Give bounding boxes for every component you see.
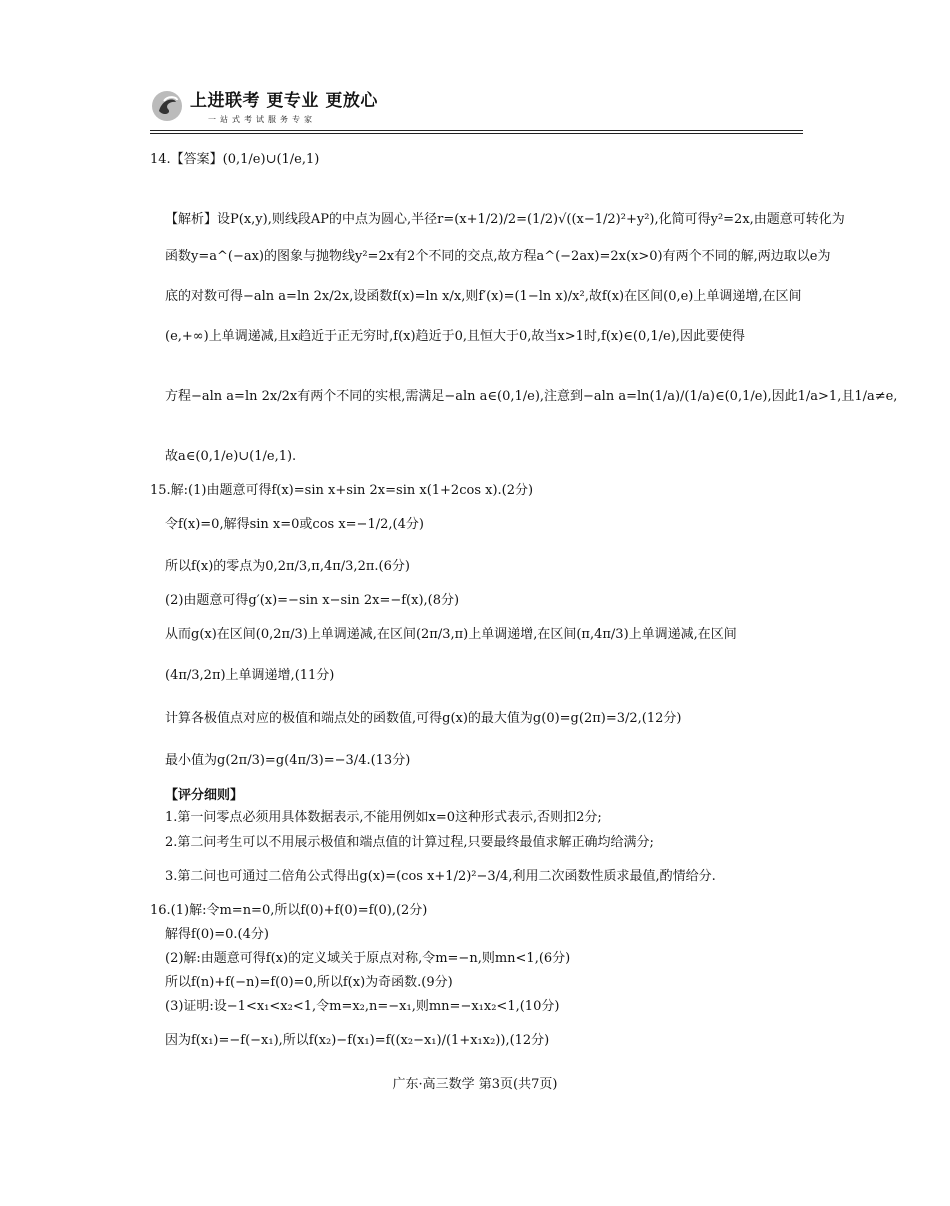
q16-line-6: 因为f(x₁)=−f(−x₁),所以f(x₂)−f(x₁)=f((x₂−x₁)/(1+x₁x₂)),(12分)	[165, 1033, 550, 1048]
q16-line-5: (3)证明:设−1<x₁<x₂<1,令m=x₂,n=−x₁,则mn=−x₁x₂<1,(10分)	[165, 999, 560, 1014]
q14-analysis-line-3: 底的对数可得−aln a=ln 2x/2x,设函数f(x)=ln x/x,则f′(x)=(1−ln x)/x²,故f(x)在区间(0,e)上单调递增,在区间	[165, 289, 802, 304]
grading-title: 【评分细则】	[165, 788, 244, 803]
page-footer: 广东·高三数学 第3页(共7页)	[392, 1077, 558, 1092]
q16-line-2: 解得f(0)=0.(4分)	[165, 927, 269, 942]
logo-mark-icon	[150, 89, 184, 123]
q15-line-2: 令f(x)=0,解得sin x=0或cos x=−1/2,(4分)	[165, 517, 424, 532]
q15-line-8: 最小值为g(2π/3)=g(4π/3)=−3/4.(13分)	[165, 753, 411, 768]
q16-line-1: 16.(1)解:令m=n=0,所以f(0)+f(0)=f(0),(2分)	[150, 903, 428, 918]
q14-analysis-line-5: 方程−aln a=ln 2x/2x有两个不同的实根,需满足−aln a∈(0,1/e),注意到−aln a=ln(1/a)/(1/a)∈(0,1/e),因此1/a>1,且1/a≠e,	[165, 389, 898, 404]
q15-line-7: 计算各极值点对应的极值和端点处的函数值,可得g(x)的最大值为g(0)=g(2π)=3/2,(12分)	[165, 711, 682, 726]
grading-item-1: 1.第一问零点必须用具体数据表示,不能用例如x=0这种形式表示,否则扣2分;	[165, 810, 602, 825]
q15-line-6: (4π/3,2π)上单调递增,(11分)	[165, 668, 335, 683]
q14-analysis-line-4: (e,+∞)上单调递减,且x趋近于正无穷时,f(x)趋近于0,且恒大于0,故当x>1时,f(x)∈(0,1/e),因此要使得	[165, 329, 745, 344]
header-rule	[150, 130, 803, 131]
q14-analysis-line-6: 故a∈(0,1/e)∪(1/e,1).	[165, 449, 297, 464]
publisher-logo	[150, 86, 378, 125]
q14-analysis-line-1: 【解析】设P(x,y),则线段AP的中点为圆心,半径r=(x+1/2)/2=(1/2)√((x−1/2)²+y²),化简可得y²=2x,由题意可转化为	[165, 212, 845, 227]
grading-item-3: 3.第二问也可通过二倍角公式得出g(x)=(cos x+1/2)²−3/4,利用二次函数性质求最值,酌情给分.	[165, 869, 716, 884]
q16-line-4: 所以f(n)+f(−n)=f(0)=0,所以f(x)为奇函数.(9分)	[165, 975, 453, 990]
grading-item-2: 2.第二问考生可以不用展示极值和端点值的计算过程,只要最终最值求解正确均给满分;	[165, 835, 654, 850]
q16-line-3: (2)解:由题意可得f(x)的定义域关于原点对称,令m=−n,则mn<1,(6分)	[165, 951, 571, 966]
logo-subtitle: 一站式考试服务专家	[208, 115, 316, 124]
q14-answer: 14.【答案】(0,1/e)∪(1/e,1)	[150, 152, 320, 167]
header-rule-thin	[150, 133, 803, 134]
q15-line-5: 从而g(x)在区间(0,2π/3)上单调递减,在区间(2π/3,π)上单调递增,在区间(π,4π/3)上单调递减,在区间	[165, 627, 737, 642]
q14-analysis-line-2: 函数y=a^(−ax)的图象与抛物线y²=2x有2个不同的交点,故方程a^(−2ax)=2x(x>0)有两个不同的解,两边取以e为	[165, 249, 831, 264]
q15-line-3: 所以f(x)的零点为0,2π/3,π,4π/3,2π.(6分)	[165, 559, 410, 574]
logo-slogan: 上进联考 更专业 更放心	[190, 91, 378, 111]
q15-line-4: (2)由题意可得g′(x)=−sin x−sin 2x=−f(x),(8分)	[165, 593, 460, 608]
q15-line-1: 15.解:(1)由题意可得f(x)=sin x+sin 2x=sin x(1+2cos x).(2分)	[150, 483, 534, 498]
